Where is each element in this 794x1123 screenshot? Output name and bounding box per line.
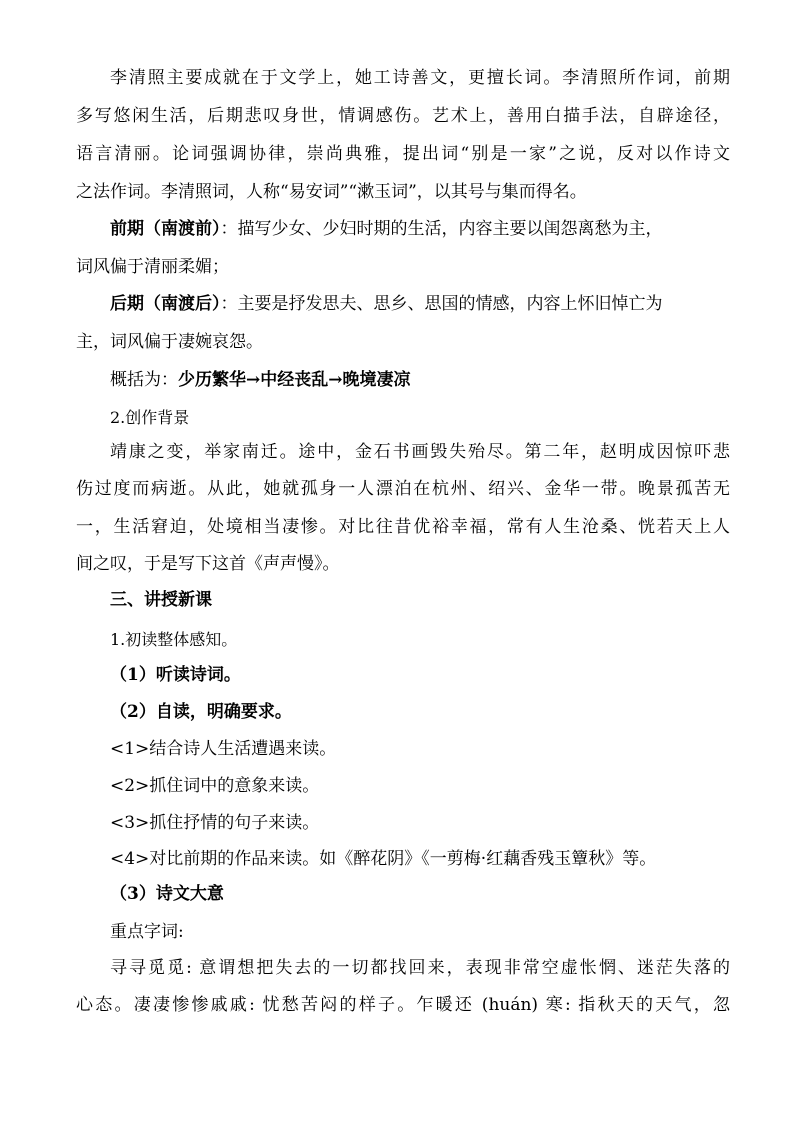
- late-period-text: ：主要是抒发思夫、思乡、思国的情感，内容上怀旧悼亡为: [220, 294, 663, 314]
- background-line: 一，生活窘迫，处境相当凄惨。对比往昔优裕幸福，常有人生沧桑、恍若天上人: [76, 517, 730, 537]
- early-period-label: 前期（南渡前）: [110, 219, 221, 239]
- paragraph-line: 之法作词。李清照词，人称“易安词”“漱玉词”，以其号与集而得名。: [76, 182, 587, 202]
- keyword-line: 心态。凄凄惨惨戚戚: 忧愁苦闷的样子。乍暖还 (huán) 寒: 指秋天的天气，忽: [76, 995, 730, 1015]
- background-line: 靖康之变，举家南迁。途中，金石书画毁失殆尽。第二年，赵明成因惊吓悲: [110, 442, 730, 462]
- early-period-text: ：描写少女、少妇时期的生活，内容主要以闺怨离愁为主，: [220, 219, 663, 239]
- background-line: 伤过度而病逝。从此，她就孤身一人漂泊在杭州、绍兴、金华一带。晚景孤苦无: [76, 479, 730, 499]
- background-line: 间之叹，于是写下这首《声声慢》。: [76, 554, 340, 574]
- summary-prefix: 概括为：: [110, 370, 178, 390]
- summary-line: [110, 368, 411, 392]
- paragraph-line: 语言清丽。论词强调协律，崇尚典雅，提出词“别是一家”之说，反对以作诗文: [76, 144, 730, 164]
- keywords-title: 重点字词:: [110, 922, 184, 942]
- late-period-line-2: 主，词风偏于凄婉哀怨。: [76, 332, 263, 352]
- early-period-line: [110, 217, 663, 241]
- item-3: （3）诗文大意: [110, 884, 224, 904]
- section-3-title: 三、讲授新课: [110, 590, 212, 610]
- keyword-line: 寻寻觅觅: 意谓想把失去的一切都找回来，表现非常空虚怅惘、迷茫失落的: [110, 958, 730, 978]
- late-period-line: [110, 292, 663, 316]
- requirement-1: <1>结合诗人生活遭遇来读。: [110, 739, 337, 759]
- section-3-sub1: 1.初读整体感知。: [110, 630, 238, 649]
- item-2: （2）自读，明确要求。: [110, 702, 292, 722]
- early-period-line-2: 词风偏于清丽柔媚；: [76, 257, 229, 277]
- paragraph-line: 李清照主要成就在于文学上，她工诗善文，更擅长词。李清照所作词，前期: [110, 68, 730, 88]
- item-1: （1）听读诗词。: [110, 665, 241, 685]
- paragraph-line: 多写悠闲生活，后期悲叹身世，情调感伤。艺术上，善用白描手法，自辟途径，: [76, 106, 730, 126]
- summary-content: 少历繁华→中经丧乱→晚境凄凉: [178, 370, 411, 390]
- late-period-label: 后期（南渡后）: [110, 294, 221, 314]
- requirement-2: <2>抓住词中的意象来读。: [110, 776, 320, 796]
- requirement-3: <3>抓住抒情的句子来读。: [110, 813, 320, 833]
- requirement-4: <4>对比前期的作品来读。如《醉花阴》《一剪梅·红藕香残玉簟秋》等。: [110, 849, 657, 869]
- section-2-title: 2.创作背景: [110, 408, 190, 427]
